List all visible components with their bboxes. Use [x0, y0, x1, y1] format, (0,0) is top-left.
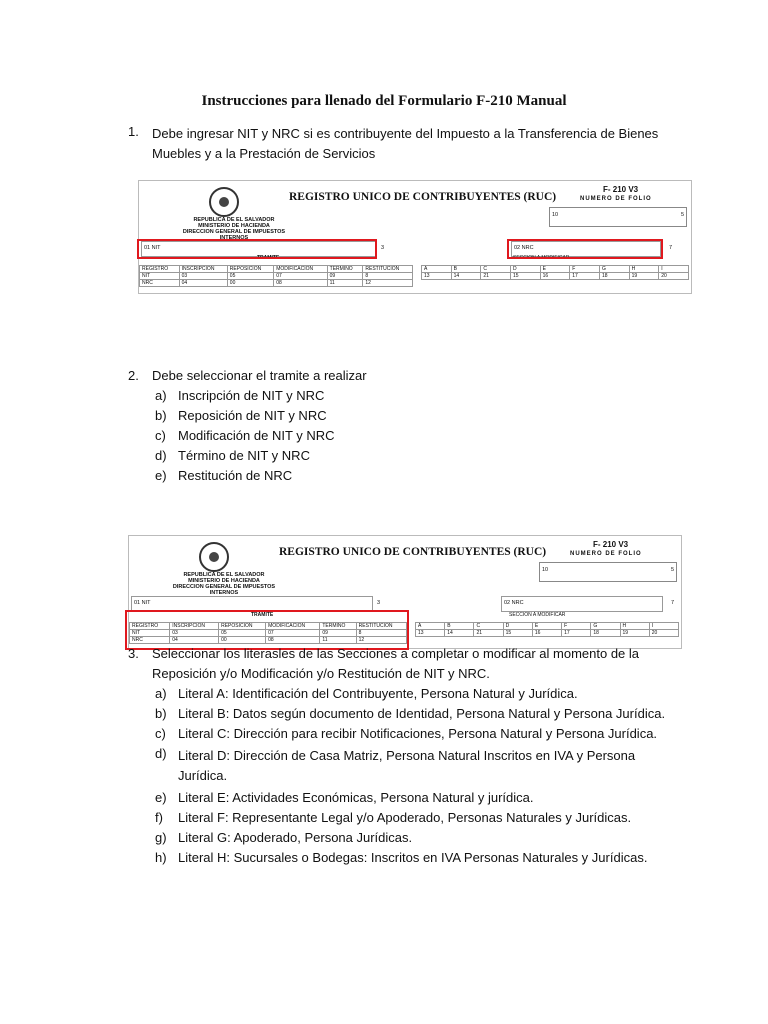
section-table: [421, 265, 689, 280]
tramite-label: TRAMITE: [257, 255, 280, 261]
folio-box: [539, 562, 677, 582]
table-cell: 09: [327, 273, 363, 280]
letter-num: 20: [649, 630, 678, 637]
list-item-letter: e): [155, 790, 167, 805]
agency-line: REPUBLICA DE EL SALVADOR: [193, 217, 275, 223]
list-item: Inscripción de NIT y NRC: [178, 388, 325, 403]
letter-header: H: [629, 266, 659, 273]
list-item: Literal H: Sucursales o Bodegas: Inscritos en IVA Personas Naturales y Jurídicas.: [178, 850, 648, 865]
nit-label: 01 NIT: [134, 600, 151, 606]
nit-end: 3: [380, 245, 384, 251]
letter-num: 15: [503, 630, 532, 637]
list-item: Restitución de NRC: [178, 468, 293, 483]
form-code: F- 210 V3: [603, 185, 639, 194]
table-cell: 03: [179, 273, 227, 280]
tramite-label: TRAMITE: [251, 612, 274, 618]
list-item: Literal G: Apoderado, Persona Jurídicas.: [178, 830, 413, 845]
list-item-letter: d): [155, 746, 167, 761]
nrc-field: [501, 596, 674, 612]
table-cell: 8: [356, 630, 406, 637]
coat-of-arms-icon: [209, 187, 239, 217]
letter-header: F: [570, 266, 600, 273]
form-code: F- 210 V3: [593, 540, 629, 549]
highlight-nrc: [507, 239, 663, 259]
letter-num: 19: [629, 273, 659, 280]
folio-box: [549, 207, 687, 227]
col-header: MODIFICACION: [274, 266, 327, 273]
table-cell: 07: [274, 273, 327, 280]
coat-of-arms-icon: [199, 542, 229, 572]
letter-num: 17: [570, 273, 600, 280]
letter-header: G: [591, 623, 620, 630]
letter-header: C: [474, 623, 503, 630]
table-cell: 11: [320, 637, 356, 644]
step-2-text: Debe seleccionar el tramite a realizar: [152, 368, 367, 383]
list-item-letter: b): [155, 408, 167, 423]
agency-block: [179, 217, 289, 241]
letter-header: E: [540, 266, 570, 273]
letter-num: 16: [540, 273, 570, 280]
nrc-end: 7: [670, 600, 674, 606]
table-cell: 8: [363, 273, 413, 280]
highlight-nit: [137, 239, 377, 259]
list-item: Literal A: Identificación del Contribuyente, Persona Natural y Jurídica.: [178, 686, 578, 701]
list-item-letter: a): [155, 388, 167, 403]
agency-line: MINISTERIO DE HACIENDA: [198, 223, 270, 229]
letter-num: 21: [474, 630, 503, 637]
page-title: Instrucciones para llenado del Formulario F-210 Manual: [201, 93, 567, 109]
table-cell: 09: [320, 630, 356, 637]
letter-header: B: [445, 623, 474, 630]
table-cell: NRC: [130, 637, 170, 644]
agency-line: DIRECCION GENERAL DE IMPUESTOS INTERNOS: [172, 584, 276, 596]
tramite-table: [139, 265, 413, 287]
list-item: Término de NIT y NRC: [178, 448, 310, 463]
list-item: Literal B: Datos según documento de Identidad, Persona Natural y Persona Jurídica.: [178, 706, 666, 721]
list-item-letter: c): [155, 726, 166, 741]
table-cell: NIT: [130, 630, 170, 637]
nit-end: 3: [376, 600, 380, 606]
list-item-letter: f): [155, 810, 163, 825]
list-item: Literal F: Representante Legal y/o Apoderado, Personas Naturales y Jurídicas.: [178, 810, 632, 825]
letter-header: G: [599, 266, 629, 273]
letter-num: 15: [510, 273, 540, 280]
folio-end: 5: [680, 212, 684, 218]
table-cell: 05: [227, 273, 273, 280]
col-header: RESTITUCION: [356, 623, 406, 630]
list-item: Literal D: Dirección de Casa Matriz, Persona Natural Inscritos en IVA y Persona Jurídica.: [178, 748, 636, 783]
letter-header: F: [562, 623, 591, 630]
folio-end: 5: [670, 567, 674, 573]
letter-header: B: [451, 266, 481, 273]
step-1-number: 1.: [128, 124, 139, 139]
letter-num: 19: [620, 630, 649, 637]
col-header: RESTITUCION: [363, 266, 413, 273]
table-cell: 04: [170, 637, 219, 644]
col-header: REPOSICION: [227, 266, 273, 273]
letter-num: 16: [532, 630, 561, 637]
letter-num: 21: [481, 273, 511, 280]
col-header: REGISTRO: [140, 266, 180, 273]
letter-num: 13: [422, 273, 452, 280]
table-cell: 05: [219, 630, 266, 637]
table-cell: NRC: [140, 280, 180, 287]
list-item-letter: c): [155, 428, 166, 443]
agency-line: DIRECCION GENERAL DE IMPUESTOS INTERNOS: [182, 229, 286, 241]
letter-num: 13: [416, 630, 445, 637]
col-header: TERMINO: [327, 266, 363, 273]
agency-block: [169, 572, 279, 596]
list-item-letter: g): [155, 830, 167, 845]
table-cell: 08: [266, 637, 320, 644]
letter-header: C: [481, 266, 511, 273]
form-title: REGISTRO UNICO DE CONTRIBUYENTES (RUC): [279, 546, 547, 558]
form-image-2: [128, 535, 682, 649]
letter-header: A: [416, 623, 445, 630]
list-item-letter: a): [155, 686, 167, 701]
step-2-number: 2.: [128, 368, 139, 383]
form-title: REGISTRO UNICO DE CONTRIBUYENTES (RUC): [289, 191, 557, 203]
list-item: Modificación de NIT y NRC: [178, 428, 335, 443]
folio-label: NUMERO DE FOLIO: [570, 551, 642, 557]
list-item: Literal C: Dirección para recibir Notificaciones, Persona Natural y Persona Jurídica.: [178, 726, 658, 741]
letter-num: 18: [599, 273, 629, 280]
table-cell: NIT: [140, 273, 180, 280]
letter-num: 18: [591, 630, 620, 637]
letter-num: 20: [659, 273, 689, 280]
seccion-label: SECCION A MODIFICAR: [509, 612, 566, 618]
col-header: TERMINO: [320, 623, 356, 630]
letter-header: D: [503, 623, 532, 630]
list-item: Reposición de NIT y NRC: [178, 408, 327, 423]
col-header: INSCRIPCION: [170, 623, 219, 630]
table-cell: 04: [179, 280, 227, 287]
list-item-letter: e): [155, 468, 167, 483]
table-cell: 00: [227, 280, 273, 287]
table-cell: 11: [327, 280, 363, 287]
nit-label: 01 NIT: [144, 245, 161, 251]
letter-header: E: [532, 623, 561, 630]
list-item-letter: b): [155, 706, 167, 721]
agency-line: REPUBLICA DE EL SALVADOR: [183, 572, 265, 578]
form-image-1: [138, 180, 692, 294]
col-header: INSCRIPCION: [179, 266, 227, 273]
list-item: Literal E: Actividades Económicas, Persona Natural y jurídica.: [178, 790, 534, 805]
letter-header: D: [510, 266, 540, 273]
letter-num: 17: [562, 630, 591, 637]
letter-header: I: [659, 266, 689, 273]
col-header: REPOSICION: [219, 623, 266, 630]
table-cell: 12: [356, 637, 406, 644]
agency-line: MINISTERIO DE HACIENDA: [188, 578, 260, 584]
table-cell: 08: [274, 280, 327, 287]
folio-num: 10: [542, 567, 549, 573]
folio-num: 10: [552, 212, 559, 218]
list-item-letter: d): [155, 448, 167, 463]
letter-header: I: [649, 623, 678, 630]
step-3-text: Seleccionar los literasles de las Secciones a completar o modificar al momento de la Reposición y/o Modificación y/o Restitución de NIT y NRC.: [152, 646, 640, 681]
col-header: REGISTRO: [130, 623, 170, 630]
seccion-label: SECCION A MODIFICAR: [513, 255, 570, 261]
section-table: [415, 622, 679, 637]
step-1-text: Debe ingresar NIT y NRC si es contribuyente del Impuesto a la Transferencia de Bienes Muebles y a la Prestación de Servicios: [152, 126, 659, 161]
table-cell: 03: [170, 630, 219, 637]
list-item-letter: h): [155, 850, 167, 865]
letter-num: 14: [451, 273, 481, 280]
letter-header: H: [620, 623, 649, 630]
nrc-end: 7: [668, 245, 672, 251]
table-cell: 00: [219, 637, 266, 644]
table-cell: 07: [266, 630, 320, 637]
letter-header: A: [422, 266, 452, 273]
col-header: MODIFICACION: [266, 623, 320, 630]
step-3-number: 3.: [128, 646, 139, 661]
nrc-label: 02 NRC: [514, 245, 534, 251]
table-cell: 12: [363, 280, 413, 287]
nrc-label: 02 NRC: [504, 600, 524, 606]
letter-num: 14: [445, 630, 474, 637]
folio-label: NUMERO DE FOLIO: [580, 196, 652, 202]
